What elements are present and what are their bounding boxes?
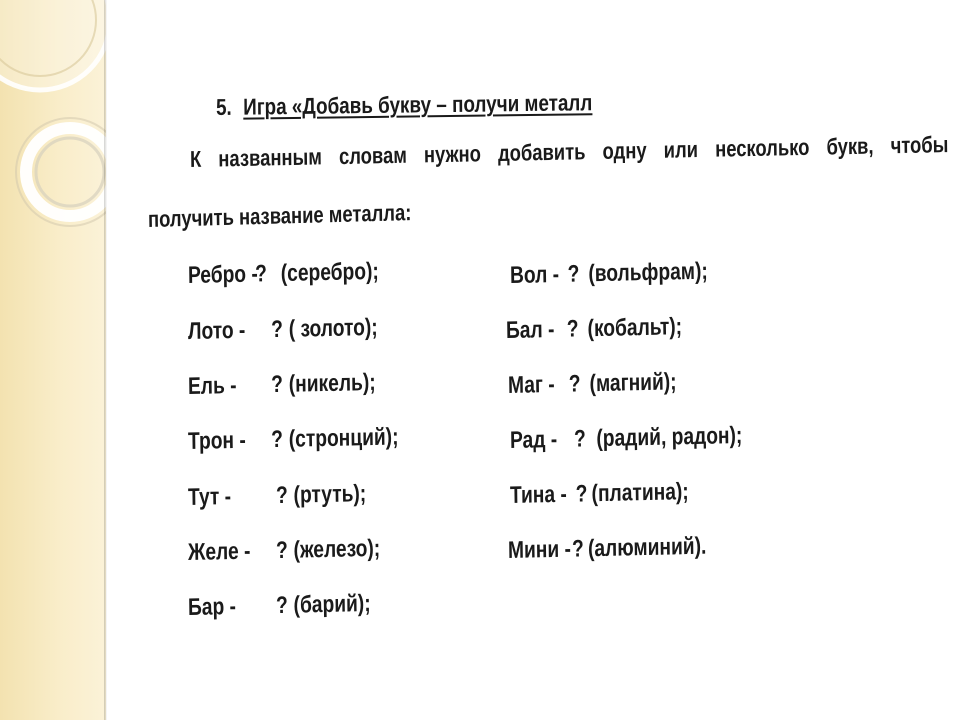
list-item <box>510 422 743 455</box>
list-item <box>506 313 682 345</box>
item-question-mark: ? <box>270 370 284 399</box>
item-word: Тина - <box>509 480 567 509</box>
item-word: Ребро - <box>187 260 258 289</box>
instruction-line-2: получить название металла: <box>147 199 412 232</box>
item-word: Желе - <box>187 537 251 566</box>
item-word: Лото - <box>187 316 246 345</box>
item-answer: (ртуть); <box>293 480 367 509</box>
item-question-mark: ? <box>270 425 284 454</box>
task-heading <box>216 89 593 121</box>
item-answer: (вольфрам); <box>588 257 708 288</box>
list-item <box>510 258 708 290</box>
decorative-rings-graphic <box>0 0 106 720</box>
item-question-mark: ? <box>566 315 579 343</box>
item-word: Бар - <box>187 592 237 621</box>
item-word: Ель - <box>187 371 237 400</box>
list-item <box>188 590 371 622</box>
item-word: Трон - <box>187 426 246 455</box>
list-item <box>188 258 379 290</box>
sidebar-divider <box>104 0 107 720</box>
task-number: 5. <box>215 93 232 120</box>
item-answer: (стронций); <box>288 423 399 453</box>
item-word: Рад - <box>509 425 558 454</box>
item-answer: (магний); <box>589 368 677 398</box>
item-answer: (кобальт); <box>587 313 683 343</box>
item-word: Вол - <box>509 260 560 289</box>
item-answer: (платина); <box>591 478 689 508</box>
item-word: Тут - <box>187 483 232 511</box>
item-answer: (радий, радон); <box>596 421 743 453</box>
item-question-mark: ? <box>275 536 288 565</box>
task-title: Игра «Добавь букву – получи металл <box>243 89 593 120</box>
list-item <box>508 368 677 400</box>
instruction-line-1: К названным словам нужно добавить одну или несколько букв, чтобы <box>189 131 949 172</box>
item-question-mark: ? <box>575 480 588 508</box>
item-word: Мини - <box>507 535 572 564</box>
item-question-mark: ? <box>568 370 581 398</box>
item-answer: (железо); <box>293 534 381 564</box>
item-word: Маг - <box>507 370 555 399</box>
list-item <box>188 314 378 346</box>
item-question-mark: ? <box>275 591 288 620</box>
list-item <box>188 535 381 567</box>
item-question-mark: ? <box>254 260 268 288</box>
item-word: Бал - <box>505 315 555 344</box>
list-item <box>188 480 367 512</box>
item-answer: ( золото); <box>288 313 378 343</box>
item-question-mark: ? <box>573 425 586 453</box>
item-answer: (алюминий). <box>587 532 707 563</box>
list-item <box>188 423 399 456</box>
item-question-mark: ? <box>275 481 288 510</box>
list-item <box>510 478 689 510</box>
list-item <box>188 369 376 401</box>
item-answer: (серебро); <box>280 257 379 287</box>
item-answer: (барий); <box>293 590 371 619</box>
item-question-mark: ? <box>571 535 584 563</box>
list-item <box>508 533 707 565</box>
item-answer: (никель); <box>288 368 376 398</box>
item-question-mark: ? <box>270 315 284 344</box>
item-question-mark: ? <box>567 260 580 288</box>
